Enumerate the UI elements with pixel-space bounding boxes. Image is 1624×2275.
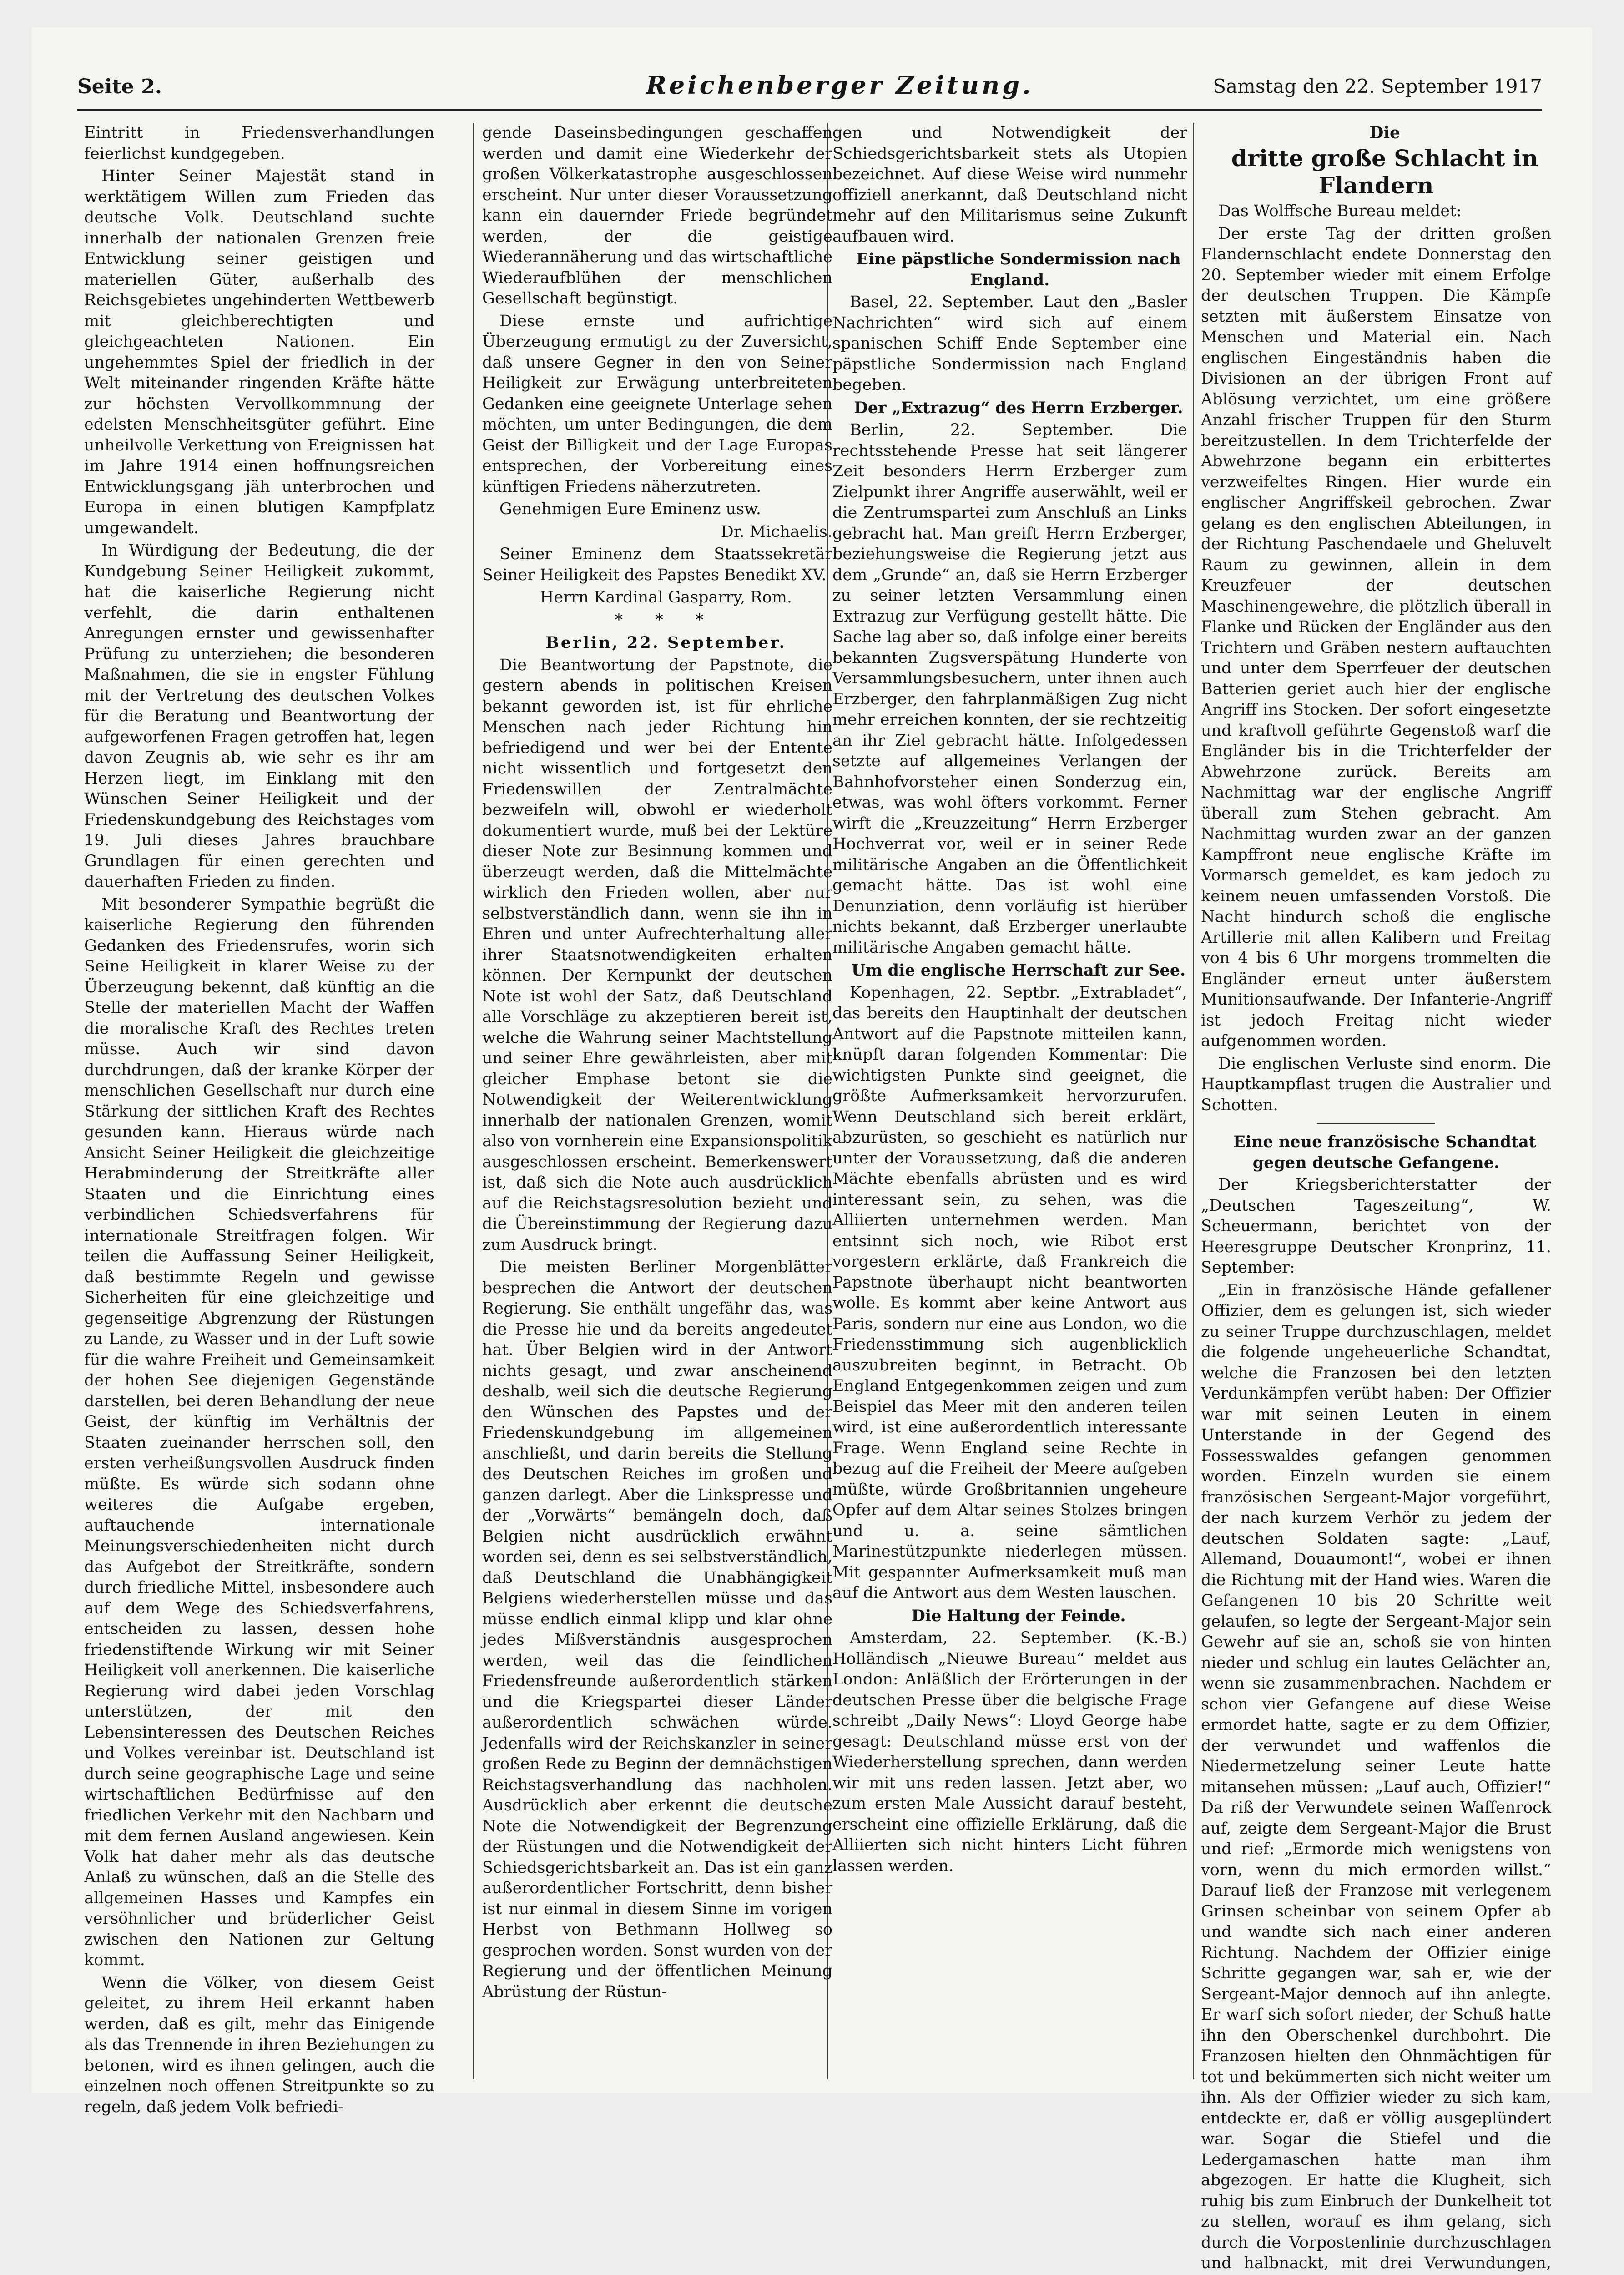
newspaper-title: Reichenberger Zeitung. xyxy=(646,71,1034,100)
column-divider xyxy=(1193,123,1194,2079)
paragraph: Eintritt in Friedensverhandlungen feierlichst kundgegeben. xyxy=(84,123,434,164)
paragraph: Die englischen Verluste sind enorm. Die Hauptkampflast trugen die Australier und Schotten. xyxy=(1201,1054,1551,1116)
article-headline: Um die englische Herrschaft zur See. xyxy=(832,960,1187,981)
column-1 xyxy=(84,123,434,2079)
paragraph: Hinter Seiner Majestät stand in werktätigem Willen zum Frieden das deutsche Volk. Deutschland suchte innerhalb der nationalen Grenzen freie Entwicklung seiner geistigen und materiellen Güter, außerhalb des Reichsgebietes ungehinderten Wettbewerb mit gleichberechtigten und gleichgeachteten Nationen. Ein ungehemmtes Spiel der friedlich in der Welt miteinander ringenden Kräfte hätte zur höchsten Vervollkommnung der edelsten Menschheitsgüter geführt. Eine unheilvolle Verkettung von Ereignissen hat im Jahre 1914 einen hoffnungsreichen Entwicklungsgang jäh unterbrochen und Europa in einen blutigen Kampfplatz umgewandelt. xyxy=(84,166,434,539)
paragraph: „Ein in französische Hände gefallener Offizier, dem es gelungen ist, sich wieder zu seiner Truppe durchzuschlagen, meldet die folgende ungeheuerliche Schandtat, welche die Franzosen bei den letzten Verdunkämpfen verübt haben: Der Offizier war mit seinen Leuten in einem Unterstande in der Gegend des Fossesswaldes gefangen genommen worden. Einzeln wurden sie einem französischen Sergeant-Major vorgeführt, der nach kurzem Verhör zu jedem der deutschen Soldaten sagte: „Lauf, Allemand, Douaumont!“, wobei er ihnen die Richtung mit der Hand wies. Waren die Gefangenen 10 bis 20 Schritte weit gelaufen, so legte der Sergeant-Major sein Gewehr auf sie an, schoß sie von hinten nieder und schlug ein lautes Gelächter an, wenn sie zusammenbrachen. Nachdem er schon vier Gefangene auf diese Weise ermordet hatte, sagte er zu dem Offizier, der verwundet und waffenlos die Niedermetzelung seiner Leute hatte mitansehen müssen: „Lauf auch, Offizier!“ Da riß der Verwundete seinen Waffenrock auf, zeigte dem Sergeant-Major die Brust und rief: „Ermorde mich wenigstens von vorn, wenn du mich ermorden willst.“ Darauf ließ der Franzose mit verlegenem Grinsen scheinbar von seinem Opfer ab und wandte sich nach einer anderen Richtung. Nachdem der Offizier einige Schritte gegangen war, sah er, wie der Sergeant-Major dennoch auf ihn anlegte. Er warf sich sofort nieder, der Schuß hatte ihn den Oberschenkel durchbohrt. Die Franzosen hielten den Ohnmächtigen für tot und bekümmerten sich nicht weiter um ihn. Als der Offizier wieder zu sich kam, entdeckte er, daß er völlig ausgeplündert war. Sogar die Stiefel und die Ledergamaschen hatte man ihm abgezogen. Er hatte die Klugheit, sich ruhig bis zum Einbruch der Dunkelheit tot zu stellen, worauf es ihm gelang, sich durch die Vorpostenlinie durchzuschlagen und halbnackt, mit drei Verwundungen, xyxy=(1201,1280,1551,2275)
column-3 xyxy=(832,123,1187,2079)
paragraph: Die Beantwortung der Papstnote, die gestern abends in politischen Kreisen bekannt geworden ist, ist für ehrliche Menschen nach jeder Richtung hin befriedigend und wer bei der Entente nicht wissentlich und fortgesetzt den Friedenswillen der Zentralmächte bezweifeln will, obwohl er wiederholt dokumentiert wurde, muß bei der Lektüre dieser Note zur Besinnung kommen und überzeugt werden, daß die Mittelmächte wirklich den Frieden wollen, aber nur selbstverständlich dann, wenn sie ihn in Ehren und unter Aufrechterhaltung aller ihrer Staatsnotwendigkeiten erhalten können. Der Kernpunkt der deutschen Note ist wohl der Satz, daß Deutschland alle Vorschläge zu akzeptieren bereit ist, welche die Wahrung seiner Machtstellung und seiner Ehre gewährleisten, aber mit gleicher Emphase betont sie die Notwendigkeit der Weiterentwicklung innerhalb der nationalen Grenzen, womit also von vornherein eine Expansionspolitik ausgeschlossen erscheint. Bemerkenswert ist, daß sich die Note auch ausdrücklich auf die Reichstagsresolution bezieht und die Übereinstimmung der Regierung dazu zum Ausdruck bringt. xyxy=(482,655,832,1256)
article-headline: Eine päpstliche Sondermission nach England. xyxy=(832,249,1187,290)
paragraph: Wenn die Völker, von diesem Geist geleitet, zu ihrem Heil erkannt haben werden, daß es gilt, mehr das Einigende als das Trennende in ihren Beziehungen zu betonen, wird es ihnen gelingen, auch die einzelnen noch offenen Streitpunkte so zu regeln, daß jedem Volk befriedi- xyxy=(84,1973,434,2118)
article-headline: dritte große Schlacht in Flandern xyxy=(1201,145,1551,199)
masthead xyxy=(77,71,1542,102)
address-line: Herrn Kardinal Gasparry, Rom. xyxy=(482,587,832,608)
column-2 xyxy=(482,123,832,2079)
dateline: Berlin, 22. September. xyxy=(482,632,832,653)
paragraph: Kopenhagen, 22. Septbr. „Extrabladet“, das bereits den Hauptinhalt der deutschen Antwort auf die Papstnote mitteilen kann, knüpft daran folgenden Kommentar: Die wichtigsten Punkte sind geeignet, die größte Aufmerksamkeit hervorzurufen. Wenn Deutschland sich bereit erklärt, abzurüsten, so geschieht es natürlich nur unter der Voraussetzung, daß die anderen Mächte ebenfalls abrüsten und es wird interessant sein, zu sehen, was die Alliierten unternehmen werden. Man entsinnt sich noch, wie Ribot erst vorgestern erklärte, daß Frankreich die Papstnote überhaupt nicht beantworten wolle. Es kommt aber keine Antwort aus Paris, sondern nur eine aus London, wo die Friedensstimmung sich augenblicklich auszubreiten beginnt, in Betracht. Ob England Entgegenkommen zeigen und zum Beispiel das Meer mit den anderen teilen wird, ist eine außerordentlich interessante Frage. Wenn England seine Rechte in bezug auf die Freiheit der Meere aufgeben müßte, würde Großbritannien ungeheure Opfer auf dem Altar seines Stolzes bringen und u. a. seine sämtlichen Marinestützpunkte niederlegen müssen. Mit gespannter Aufmerksamkeit muß man auf die Antwort aus dem Westen lauschen. xyxy=(832,983,1187,1604)
separator-rule xyxy=(1317,1123,1435,1124)
address-line: Seiner Eminenz dem Staatssekretär Seiner Heiligkeit des Papstes Benedikt XV. xyxy=(482,544,832,586)
column-divider xyxy=(473,123,474,2079)
article-headline: Eine neue französische Schandtat gegen deutsche Gefangene. xyxy=(1201,1132,1551,1173)
paragraph: Der erste Tag der dritten großen Flandernschlacht endete Donnerstag den 20. September wieder mit einem Erfolge der deutschen Truppen. Die Kämpfe setzten mit äußerstem Einsatze von Menschen und Material ein. Nach englischen Eingeständnis haben die Divisionen an der übrigen Front auf Ablösung verzichtet, um eine größere Anzahl frischer Truppen für den Sturm bereitzustellen. In dem Trichterfelde der Abwehrzone begann ein erbittertes verzweifeltes Ringen. Hier wurde ein englischer Angriffskeil gebrochen. Zwar gelang es den englischen Abteilungen, in der Richtung Paschendaele und Gheluvelt Raum zu gewinnen, allein in dem Kreuzfeuer der deutschen Maschinengewehre, die plötzlich überall in Flanke und Rücken der Engländer aus den Trichtern und Gräben nestern auftauchten und unter dem Sperrfeuer der deutschen Batterien geriet auch hier der englische Angriff ins Stocken. Der sofort eingesetzte und kraftvoll geführte Gegenstoß warf die Engländer bis in die Trichterfelder der Abwehrzone zurück. Bereits am Nachmittag war der englische Angriff überall zum Stehen gebracht. Am Nachmittag wurden zwar an der ganzen Kampffront neue englische Kräfte im Vormarsch gemeldet, es kam jedoch zu keinem neuen umfassenden Vorstoß. Die Nacht hindurch schoß die englische Artillerie mit allen Kalibern und Freitag von 4 bis 6 Uhr morgens trommelten die Engländer erneut unter äußerstem Munitionsaufwande. Der Infanterie-Angriff ist jedoch Freitag nicht wieder aufgenommen worden. xyxy=(1201,224,1551,1052)
article-headline: Die Haltung der Feinde. xyxy=(832,1606,1187,1627)
article-headline: Die xyxy=(1201,123,1551,143)
section-stars: * * * xyxy=(482,610,832,631)
masthead-rule xyxy=(77,109,1542,111)
paragraph: Der Kriegsberichterstatter der „Deutschen Tageszeitung“, W. Scheuermann, berichtet von der Heeresgruppe Deutscher Kronprinz, 11. September: xyxy=(1201,1175,1551,1279)
page-number: Seite 2. xyxy=(77,75,162,98)
paragraph: Mit besonderer Sympathie begrüßt die kaiserliche Regierung den führenden Gedanken des Friedensrufes, worin sich Seine Heiligkeit in klarer Weise zu der Überzeugung bekennt, daß künftig an die Stelle der materiellen Macht der Waffen die moralische Kraft des Rechtes treten müsse. Auch wir sind davon durchdrungen, daß der kranke Körper der menschlichen Gesellschaft nur durch eine Stärkung der sittlichen Kraft des Rechtes gesunden kann. Hieraus würde nach Ansicht Seiner Heiligkeit die gleichzeitige Herabminderung der Streitkräfte aller Staaten und die Einrichtung eines verbindlichen Schiedsverfahrens für internationale Streitfragen folgen. Wir teilen die Auffassung Seiner Heiligkeit, daß bestimmte Regeln und gewisse Sicherheiten für eine gleichzeitige und gegenseitige Abgrenzung der Rüstungen zu Lande, zu Wasser und in der Luft sowie für die wahre Freiheit und Gemeinsamkeit der hohen See diejenigen Gegenstände darstellen, bei deren Behandlung der neue Geist, der künftig im Verhältnis der Staaten zueinander herrschen soll, den ersten verheißungsvollen Ausdruck finden müßte. Es würde sich sodann ohne weiteres die Aufgabe ergeben, auftauchende internationale Meinungsverschiedenheiten nicht durch das Aufgebot der Streitkräfte, sondern durch friedliche Mittel, insbesondere auch auf dem Wege des Schiedsverfahrens, entscheiden zu lassen, dessen hohe friedenstiftende Wirkung wir mit Seiner Heiligkeit voll anerkennen. Die kaiserliche Regierung wird dabei jeden Vorschlag unterstützen, der mit den Lebensinteressen des Deutschen Reiches und Volkes vereinbar ist. Deutschland ist durch seine geographische Lage und seine wirtschaftlichen Bedürfnisse auf den friedlichen Verkehr mit den Nachbarn und mit dem fernen Ausland angewiesen. Kein Volk hat daher mehr als das deutsche Anlaß zu wünschen, daß an die Stelle des allgemeinen Hasses und Kampfes ein versöhnlicher und brüderlicher Geist zwischen den Nationen zur Geltung kommt. xyxy=(84,895,434,1971)
issue-date: Samstag den 22. September 1917 xyxy=(1213,75,1542,97)
paragraph: Das Wolffsche Bureau meldet: xyxy=(1201,201,1551,222)
article-headline: Der „Extrazug“ des Herrn Erzberger. xyxy=(832,398,1187,419)
paragraph: Berlin, 22. September. Die rechtsstehende Presse hat seit längerer Zeit besonders Herrn Erzberger zum Zielpunkt ihrer Angriffe auserwählt, weil er die Zentrumspartei zum Anschluß an Links gebracht hat. Man greift Herrn Erzberger, beziehungsweise die Regierung jetzt aus dem „Grunde“ an, daß sie Herrn Erzberger zu seiner letzten Versammlung einen Extrazug zur Verfügung gestellt hätte. Die Sache lag aber so, daß infolge einer bereits bekannten Zugsverspätung Hunderte von Versammlungsbesuchern, unter ihnen auch Erzberger, den fahrplanmäßigen Zug nicht mehr erreichen konnten, der sie rechtzeitig an ihr Ziel gebracht hätte. Infolgedessen setzte auf allgemeines Verlangen der Bahnhofvorsteher einen Sonderzug ein, etwas, was wohl öfters vorkommt. Ferner wirft die „Kreuzzeitung“ Herrn Erzberger Hochverrat vor, weil er in seiner Rede militärische Angaben an die Öffentlichkeit gemacht hätte. Das ist wohl eine Denunziation, denn vorläufig ist hierüber nichts bekannt, daß Erzberger unerlaubte militärische Angaben gemacht hätte. xyxy=(832,420,1187,958)
paragraph: gende Daseinsbedingungen geschaffen werden und damit eine Wiederkehr der großen Völkerkatastrophe ausgeschlossen erscheint. Nur unter dieser Voraussetzung kann ein dauernder Friede begründet werden, der die geistige Wiederannäherung und das wirtschaftliche Wiederaufblühen der menschlichen Gesellschaft begünstigt. xyxy=(482,123,832,309)
paragraph: gen und Notwendigkeit der Schiedsgerichtsbarkeit stets als Utopien bezeichnet. Auf diese Weise wird nunmehr offiziell anerkannt, daß Deutschland nicht mehr auf den Militarismus seine Zukunft aufbauen wird. xyxy=(832,123,1187,247)
paragraph: In Würdigung der Bedeutung, die der Kundgebung Seiner Heiligkeit zukommt, hat die kaiserliche Regierung nicht verfehlt, die darin enthaltenen Anregungen ernster und gewissenhafter Prüfung zu unterziehen; die besonderen Maßnahmen, die sie in engster Fühlung mit der Vertretung des deutschen Volkes für die Beratung und Beantwortung der aufgeworfenen Fragen getroffen hat, legen davon Zeugnis ab, wie sehr es ihr am Herzen liegt, im Einklang mit den Wünschen Seiner Heiligkeit und der Friedenskundgebung des Reichstages vom 19. Juli dieses Jahres brauchbare Grundlagen für einen gerechten und dauerhaften Frieden zu finden. xyxy=(84,541,434,893)
paragraph: Basel, 22. September. Laut den „Basler Nachrichten“ wird sich auf einem spanischen Schiff Ende September eine päpstliche Sondermission nach England begeben. xyxy=(832,292,1187,396)
signature: Dr. Michaelis. xyxy=(482,522,832,543)
paragraph: Amsterdam, 22. September. (K.-B.) Holländisch „Nieuwe Bureau“ meldet aus London: Anläßlich der Erörterungen in der deutschen Presse über die belgische Frage schreibt „Daily News“: Lloyd George habe gesagt: Deutschland müsse erst von der Wiederherstellung sprechen, dann werden wir mit uns reden lassen. Jetzt aber, wo zum ersten Male Aussicht darauf besteht, erscheint eine offizielle Erklärung, daß die Alliierten sich nicht hinters Licht führen lassen werden. xyxy=(832,1628,1187,1876)
paragraph: Die meisten Berliner Morgenblätter besprechen die Antwort der deutschen Regierung. Sie enthält ungefähr das, was die Presse hie und da bereits angedeutet hat. Über Belgien wird in der Antwort nichts gesagt, und zwar anscheinend deshalb, weil sich die deutsche Regierung den Wünschen des Papstes und der Friedenskundgebung im allgemeinen anschließt, und darin bereits die Stellung des Deutschen Reiches im großen und ganzen darlegt. Aber die Linkspresse und der „Vorwärts“ bemängeln doch, daß Belgien nicht ausdrücklich erwähnt worden sei, denn es sei selbstverständlich, daß Deutschland die Unabhängigkeit Belgiens wiederherstellen müsse und das müsse endlich einmal klipp und klar ohne jedes Mißverständnis ausgesprochen werden, weil das die feindlichen Friedensfreunde außerordentlich stärken und die Kriegspartei dieser Länder außerordentlich schwächen würde. Jedenfalls wird der Reichskanzler in seiner großen Rede zu Beginn der demnächstigen Reichstagsverhandlung das nachholen. Ausdrücklich aber erkennt die deutsche Note die Notwendigkeit der Begrenzung der Rüstungen und die Notwendigkeit der Schiedsgerichtsbarkeit an. Das ist ein ganz außerordentlicher Fortschritt, denn bisher ist nur einmal in diesem Sinne im vorigen Herbst von Bethmann Hollweg so gesprochen worden. Sonst wurden von der Regierung und der öffentlichen Meinung Abrüstung der Rüstun- xyxy=(482,1257,832,2002)
column-4 xyxy=(1201,123,1551,2079)
paragraph: Genehmigen Eure Eminenz usw. xyxy=(482,499,832,520)
paragraph: Diese ernste und aufrichtige Überzeugung ermutigt zu der Zuversicht, daß unsere Gegner in den von Seiner Heiligkeit zur Erwägung unterbreiteten Gedanken eine geeignete Unterlage sehen möchten, um unter Bedingungen, die dem Geist der Billigkeit und der Lage Europas entsprechen, der Vorbereitung eines künftigen Friedens näherzutreten. xyxy=(482,311,832,498)
